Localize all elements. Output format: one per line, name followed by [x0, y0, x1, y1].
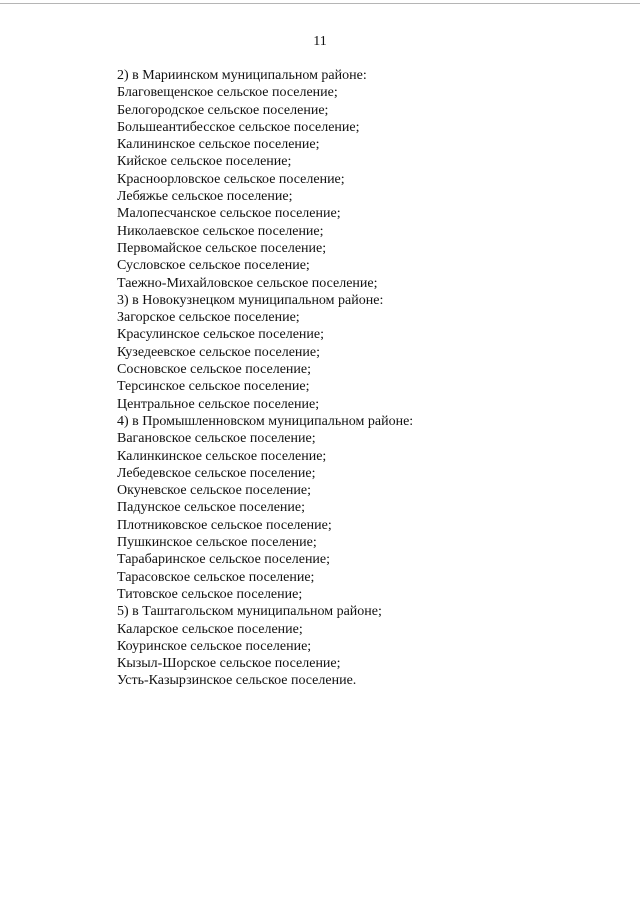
list-item: Калининское сельское поселение; — [117, 137, 320, 153]
list-item: Кийское сельское поселение; — [117, 154, 292, 170]
section-heading: 4) в Промышленновском муниципальном районе: — [117, 413, 414, 429]
top-scan-edge-line — [0, 3, 640, 4]
list-item: Белогородское сельское поселение; — [117, 102, 329, 118]
section-heading: 5) в Таштагольском муниципальном районе; — [117, 604, 382, 620]
list-item: Красноорловское сельское поселение; — [117, 171, 345, 187]
section-tashtagolsky — [117, 603, 597, 689]
list-item: Центральное сельское поселение; — [117, 396, 320, 412]
list-item: Первомайское сельское поселение; — [117, 240, 327, 256]
list-item: Усть-Казырзинское сельское поселение. — [117, 673, 357, 689]
section-heading: 2) в Мариинском муниципальном районе: — [117, 68, 367, 83]
list-item: Малопесчанское сельское поселение; — [117, 206, 341, 222]
list-item: Каларское сельское поселение; — [117, 621, 303, 637]
list-item: Тарасовское сельское поселение; — [117, 569, 315, 585]
list-item: Падунское сельское поселение; — [117, 500, 306, 516]
list-item: Сусловское сельское поселение; — [117, 258, 310, 274]
page-number: 11 — [313, 34, 327, 49]
list-item: Загорское сельское поселение; — [117, 310, 300, 326]
list-item: Таежно-Михайловское сельское поселение; — [117, 275, 378, 291]
list-item: Коуринское сельское поселение; — [117, 638, 312, 654]
section-heading: 3) в Новокузнецком муниципальном районе: — [117, 292, 384, 308]
list-item: Сосновское сельское поселение; — [117, 362, 311, 378]
section-promyshlennovsky — [117, 413, 597, 603]
list-item: Пушкинское сельское поселение; — [117, 535, 317, 551]
list-item: Плотниковское сельское поселение; — [117, 517, 332, 533]
list-item: Окуневское сельское поселение; — [117, 483, 312, 499]
list-item: Николаевское сельское поселение; — [117, 223, 324, 239]
list-item: Кузедеевское сельское поселение; — [117, 344, 320, 360]
section-novokuznetsky — [117, 292, 597, 413]
list-item: Терсинское сельское поселение; — [117, 379, 310, 395]
list-item: Лебяжье сельское поселение; — [117, 189, 293, 205]
document-body — [117, 67, 597, 690]
list-item: Титовское сельское поселение; — [117, 586, 303, 602]
list-item: Красулинское сельское поселение; — [117, 327, 325, 343]
list-item: Вагановское сельское поселение; — [117, 431, 316, 447]
list-item: Тарабаринское сельское поселение; — [117, 552, 331, 568]
section-mariinsky — [117, 67, 597, 292]
list-item: Большеантибесское сельское поселение; — [117, 119, 360, 135]
list-item: Лебедевское сельское поселение; — [117, 465, 316, 481]
list-item: Кызыл-Шорское сельское поселение; — [117, 656, 341, 672]
list-item: Калинкинское сельское поселение; — [117, 448, 327, 464]
list-item: Благовещенское сельское поселение; — [117, 85, 338, 101]
